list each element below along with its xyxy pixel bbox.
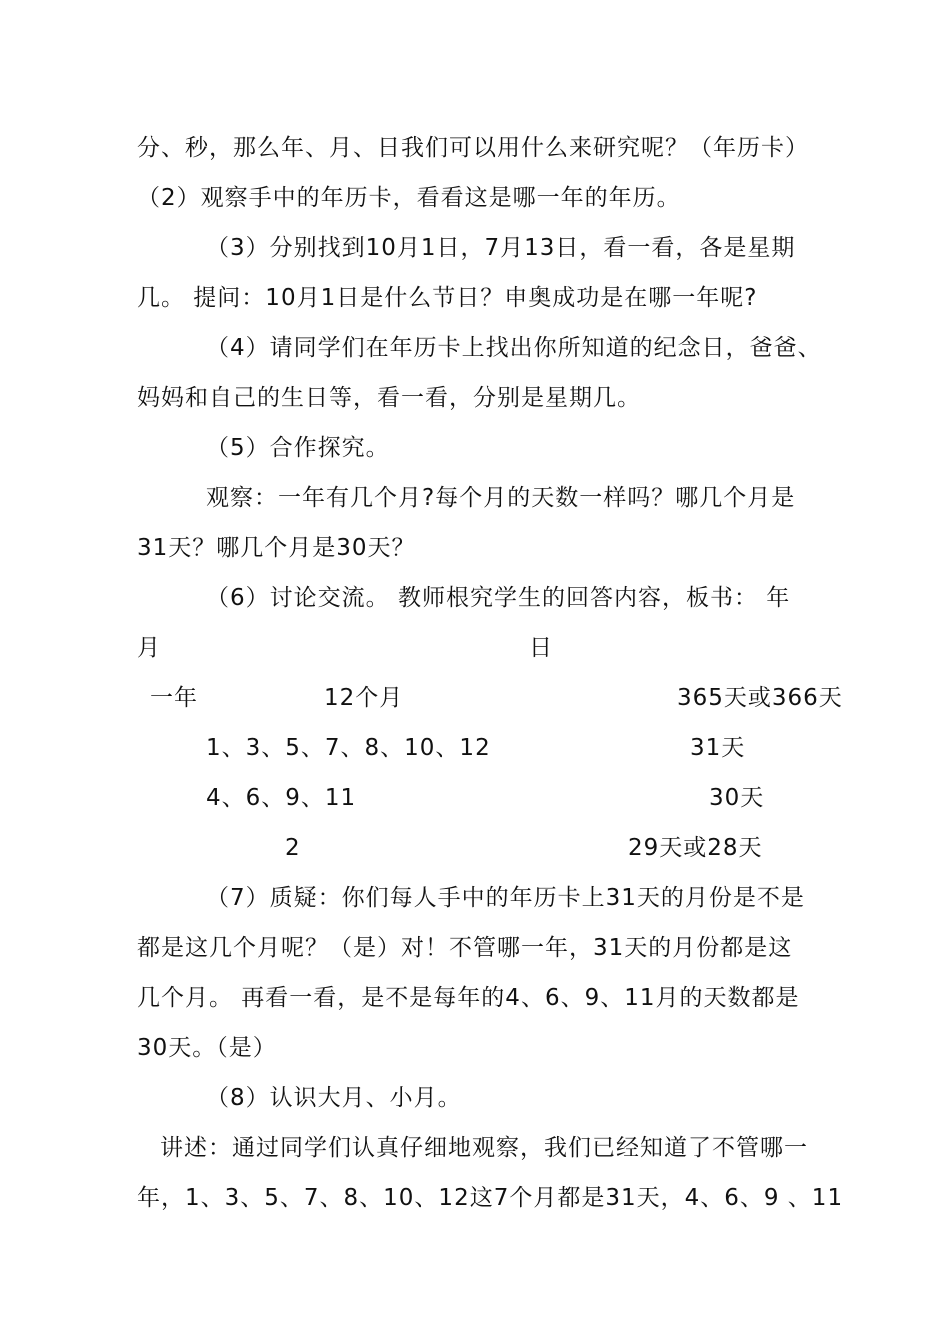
text-line-7: （5）合作探究。 xyxy=(206,435,390,461)
board-header-day: 日 xyxy=(529,635,553,661)
text-line-12: 都是这几个月呢？（是）对！不管哪一年，31天的月份都是这 xyxy=(137,935,793,961)
text-line-13: 几个月。 再看一看，是不是每年的4、6、9、11月的天数都是 xyxy=(137,985,800,1011)
board-row4-right: 29天或28天 xyxy=(628,835,763,861)
text-line-5: （4）请同学们在年历卡上找出你所知道的纪念日，爸爸、 xyxy=(206,335,822,361)
board-row1-right: 365天或366天 xyxy=(677,685,843,711)
board-row1-left: 一年 xyxy=(150,685,198,711)
text-line-6: 妈妈和自己的生日等，看一看，分别是星期几。 xyxy=(137,385,641,411)
board-row3-mid: 4、6、9、11 xyxy=(206,785,357,811)
text-line-2: （2）观察手中的年历卡，看看这是哪一年的年历。 xyxy=(137,185,681,211)
board-header-month: 月 xyxy=(137,635,161,661)
text-line-14: 30天。（是） xyxy=(137,1035,277,1061)
text-line-10: （6）讨论交流。 教师根究学生的回答内容，板书： 年 xyxy=(206,585,791,611)
text-line-4: 几。 提问：10月1日是什么节日？申奥成功是在哪一年呢? xyxy=(137,285,758,311)
board-row2-mid: 1、3、5、7、8、10、12 xyxy=(206,735,491,761)
text-line-9: 31天？哪几个月是30天？ xyxy=(137,535,416,561)
text-line-17: 年，1、3、5、7、8、10、12这7个月都是31天，4、6、9 、11 xyxy=(137,1185,844,1211)
board-row4-mid: 2 xyxy=(285,835,301,861)
text-line-3: （3）分别找到10月1日，7月13日，看一看，各是星期 xyxy=(206,235,796,261)
text-line-11: （7）质疑：你们每人手中的年历卡上31天的月份是不是 xyxy=(206,885,805,911)
board-row2-right: 31天 xyxy=(690,735,746,761)
board-row3-right: 30天 xyxy=(709,785,765,811)
text-line-16: 讲述：通过同学们认真仔细地观察，我们已经知道了不管哪一 xyxy=(160,1135,808,1161)
board-row1-mid: 12个月 xyxy=(324,685,404,711)
text-line-15: （8）认识大月、小月。 xyxy=(206,1085,462,1111)
text-line-8: 观察：一年有几个月?每个月的天数一样吗？哪几个月是 xyxy=(206,485,796,511)
text-line-1: 分、秒，那么年、月、日我们可以用什么来研究呢？（年历卡） xyxy=(137,135,809,161)
